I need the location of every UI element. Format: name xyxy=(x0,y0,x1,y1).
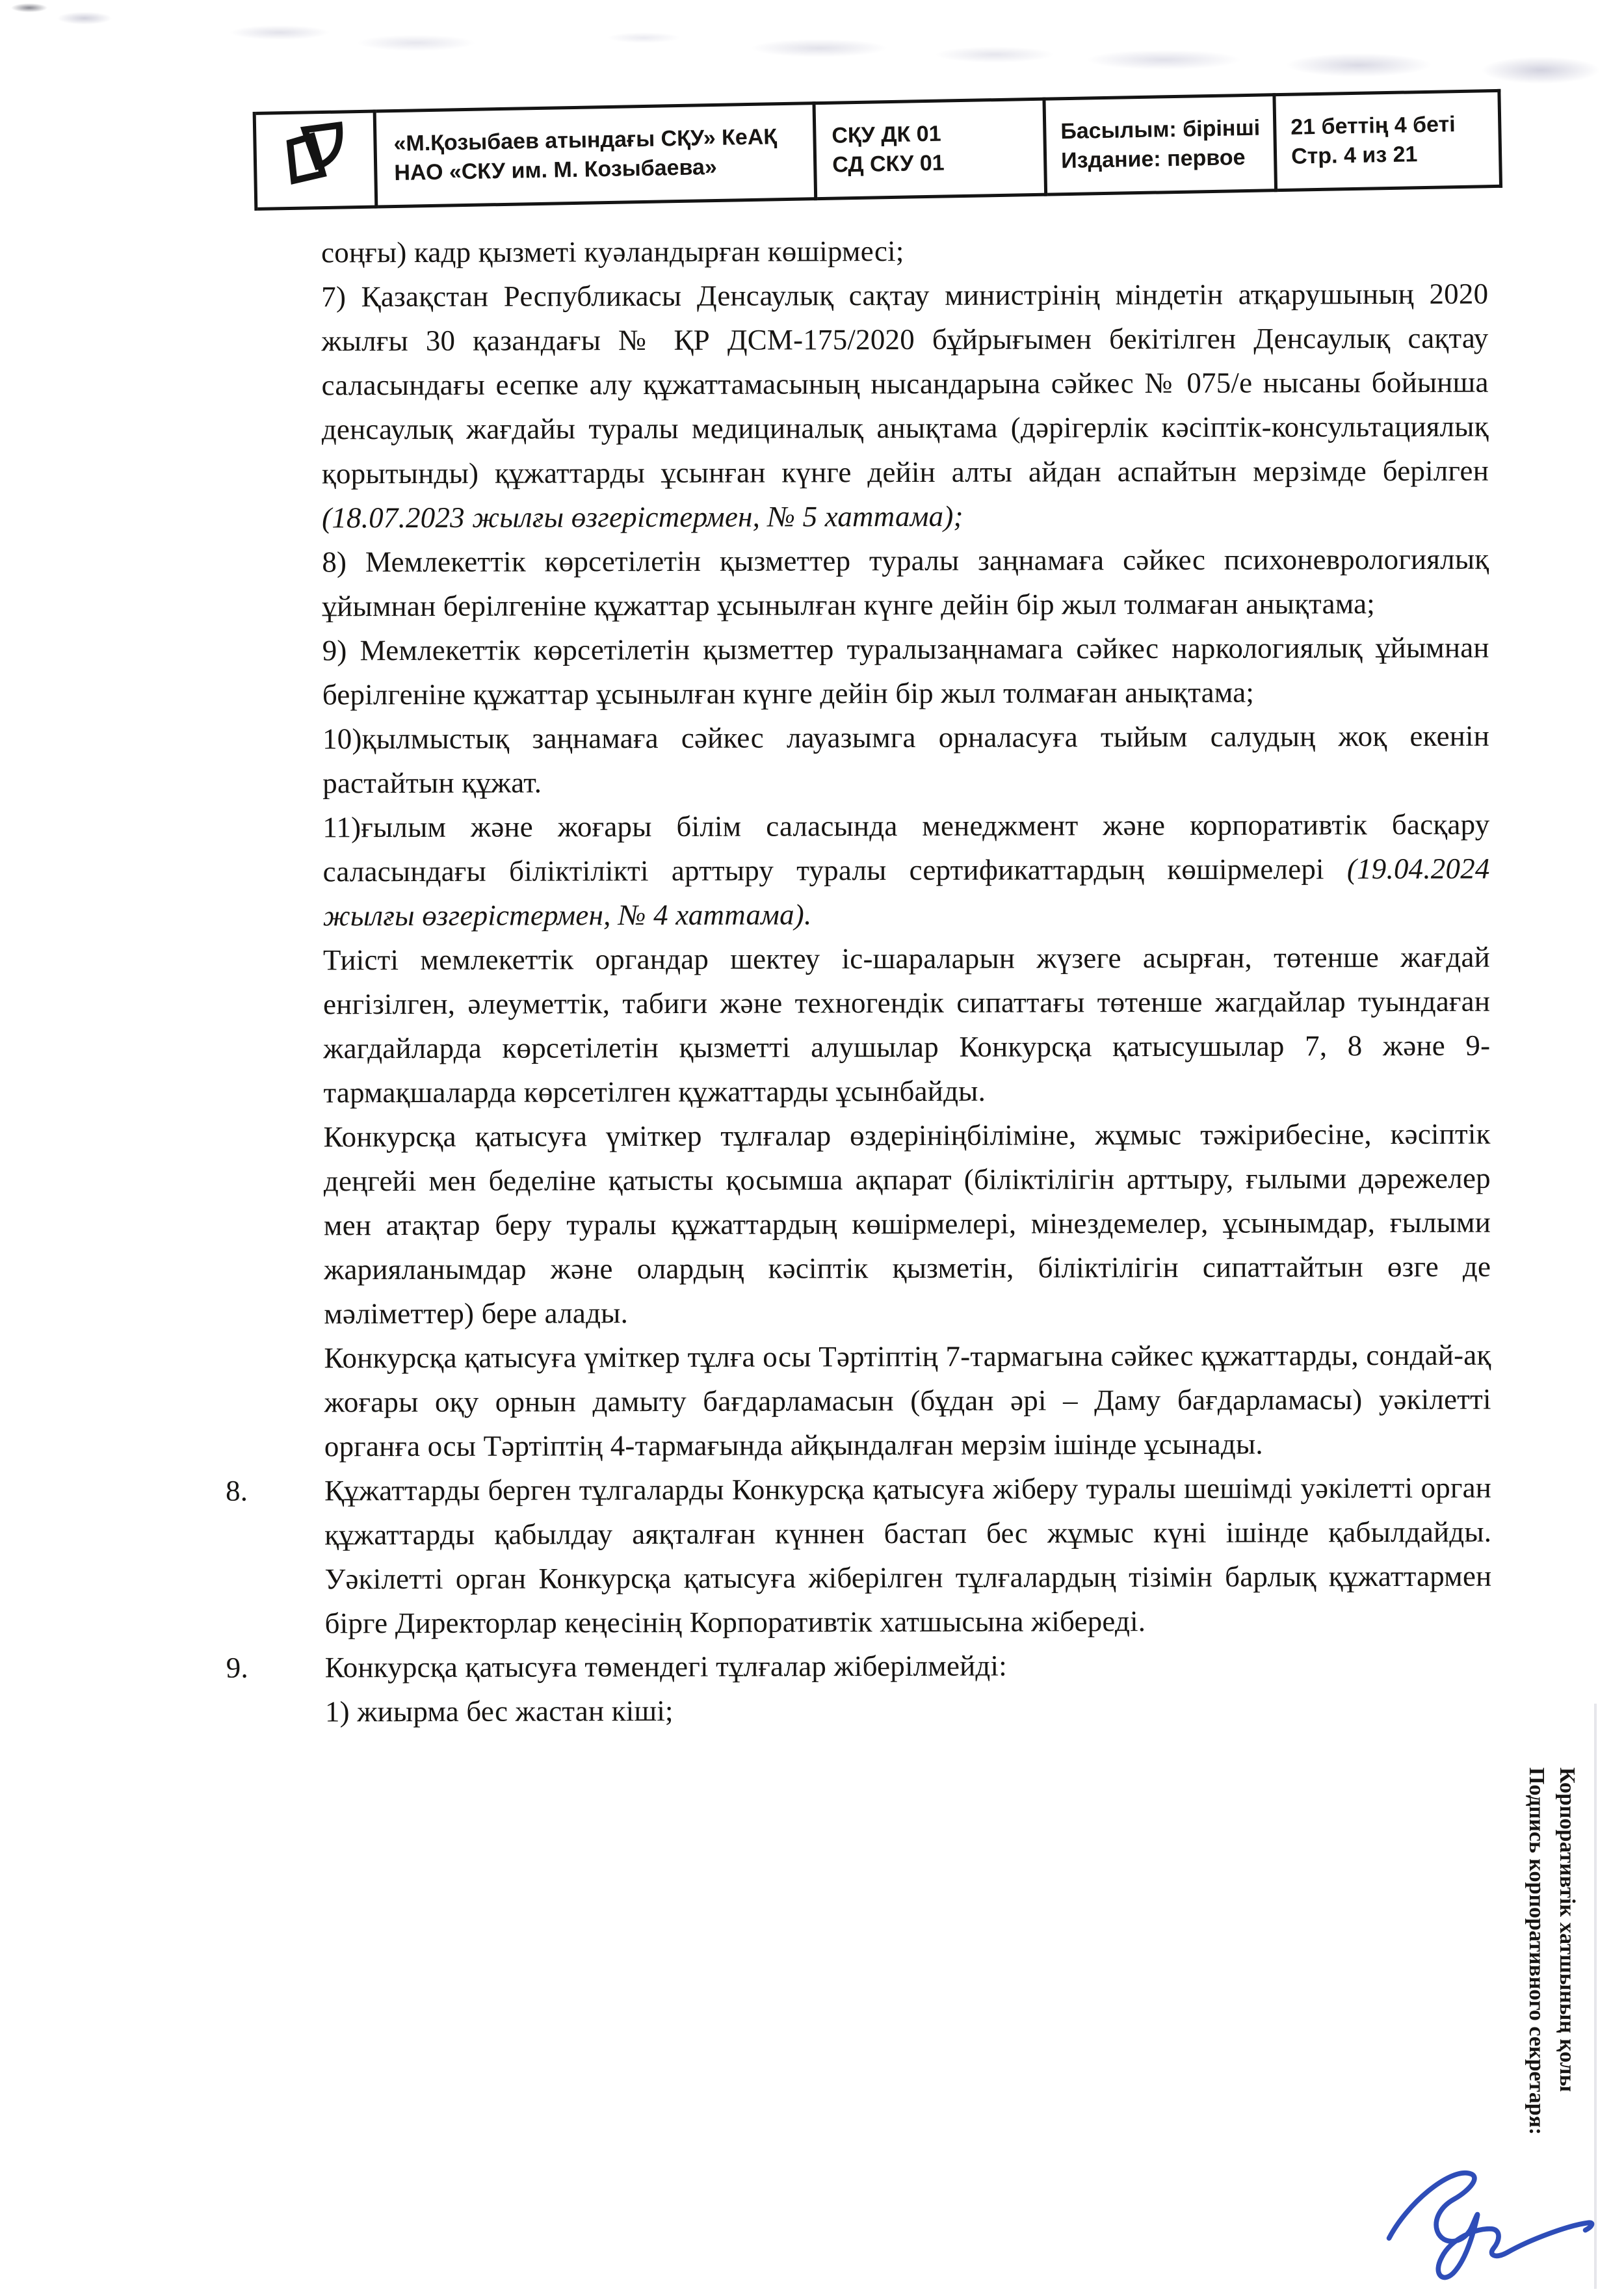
amendment-note-italic: (18.07.2023 жылғы өзгерістермен, № 5 хаттама); xyxy=(322,499,963,534)
handwritten-signature xyxy=(1370,2135,1606,2292)
doc-code-russian: СД СКУ 01 xyxy=(832,150,945,178)
text-run: Конкурсқа қатысуға төмендегі тұлғалар жіберілмейді: xyxy=(324,1649,1007,1684)
text-run: 11)ғылым және жоғары білім саласында менеджмент және корпоративтік басқару саласындағы біліктілікті арттыру туралы сертификаттардың көшірмелері xyxy=(322,808,1490,888)
text-run: Конкурсқа қатысуға үміткер тұлғалар өздерініңбіліміне, жұмыс тәжірибесіне, кәсіптік деңгейі мен беделіне қатысты қосымша ақпарат (біліктілігін арттыру, ғылыми дәрежелер мен атақтар беру туралы құжаттардың көшірмелері, мінездемелер, ұсынымдар, ғылыми жарияланымдар және олардың кәсіптік қызметін, біліктілігін сипаттайтын өзге де мәліметтер) бере алады. xyxy=(323,1117,1491,1330)
text-run: Тиісті мемлекеттік органдар шектеу іс-шараларын жүзеге асырған, төтенше жағдай енгізілген, әлеуметтік, табиги және техногендік сипаттағы төтенше жагдайлар туындаған жагдайларда көрсетілетін қызметті алушылар Конкурсқа қатысушылар 7, 8 және 9-тармақшаларда көрсетілген құжаттарды ұсынбайды. xyxy=(322,940,1491,1109)
signature-caption-russian: Подпись корпоративного секретаря: xyxy=(1525,1767,1549,2135)
paragraph xyxy=(322,626,1489,717)
paragraph xyxy=(323,935,1491,1115)
edition-kazakh: Басылым: бірінші xyxy=(1060,115,1261,144)
paragraph xyxy=(321,272,1489,540)
text-run: Конкурсқа қатысуға үміткер тұлға осы Тәртіптің 7-тармагына сәйкес құжаттарды, сондай-ақ жоғары оқу орнын дамыту бағдарламасын (бұдан әрі – Даму бағдарламасы) уәкілетті органға осы Тәртіптің 4-тармағында айқындалған мерзім ішінде ұсынады. xyxy=(324,1338,1491,1463)
text-run: 8) Мемлекеттік көрсетілетін қызметтер туралы заңнамаға сәйкес психоневрологиялық ұйымнан берілгеніне құжаттар ұсынылған күнге дейін бір жыл толмаған анықтама; xyxy=(322,542,1489,623)
numbered-item xyxy=(226,1643,1492,1690)
header-table xyxy=(253,89,1502,211)
item-number: 8. xyxy=(225,1474,248,1507)
signature-caption xyxy=(1521,1767,1582,2189)
paragraph xyxy=(322,802,1490,938)
paragraph xyxy=(322,714,1489,806)
edition-russian: Издание: первое xyxy=(1060,145,1246,174)
text-run: 9) Мемлекеттік көрсетілетін қызметтер туралызаңнамага сәйкес наркологиялық ұйымнан берілгеніне құжаттар ұсынылған күнге дейін бір жыл толмаған анықтама; xyxy=(322,631,1489,711)
paragraph xyxy=(322,537,1489,629)
text-run: 10)қылмыстық заңнамаға сәйкес лауазымга орналасуға тыйым салудың жоқ екенін растайтын құжат. xyxy=(322,719,1490,800)
signature-caption-kazakh: Корпоративтік хатшының қолы xyxy=(1555,1767,1579,2092)
header-org-cell xyxy=(376,101,818,208)
item-number: 9. xyxy=(226,1651,248,1684)
header-edition-cell xyxy=(1045,93,1277,196)
doc-code-kazakh: СҚУ ДК 01 xyxy=(832,121,941,148)
header-logo-cell xyxy=(256,110,378,211)
page-number-russian: Стр. 4 из 21 xyxy=(1290,142,1418,169)
page-number-kazakh: 21 беттің 4 беті xyxy=(1290,112,1456,140)
document-body xyxy=(225,228,1492,1734)
amendment-note-italic: (19.04.2024 жылғы өзгерістермен, № 4 хаттама). xyxy=(322,852,1490,932)
text-run: 1) жиырма бес жастан кіші; xyxy=(324,1694,674,1728)
scan-bleed-through-noise xyxy=(0,0,1611,91)
org-name-russian: НАО «СКУ им. М. Козыбаева» xyxy=(394,154,718,186)
header-doc-code-cell xyxy=(815,98,1047,200)
university-logo-icon xyxy=(273,119,358,201)
paragraph xyxy=(324,1333,1491,1469)
text-run: соңғы) кадр қызметі куәландырған көшірмесі; xyxy=(321,235,904,269)
paragraph xyxy=(321,228,1488,275)
org-name-kazakh: «М.Қозыбаев атындағы СҚУ» КеАҚ xyxy=(393,124,778,157)
text-run: Құжаттарды берген тұлгаларды Конкурсқа қатысуға жіберу туралы шешімді уәкілетті орган құжаттарды қабылдау аяқталған күннен бастап бес жұмыс күні ішінде қабылдайды. Уәкілетті орган Конкурсқа қатысуға жіберілген тұлғалардың тізімін барлық құжаттармен бірге Директорлар кеңесінің Корпоративтік хатшысына жібереді. xyxy=(324,1471,1492,1640)
text-run: 7) Қазақстан Республикасы Денсаулық сақтау министрінің міндетін атқарушының 2020 жылғы 30 қазандағы № ҚР ДСМ-175/2020 бұйрығымен бекітілген Денсаулық сақтау саласындағы есепке алу құжаттамасының нысандарына сәйкес № 075/е нысаны бойынша денсаулық жағдайы туралы медициналық анықтама (дәрігерлік кәсіптік-консультациялық қорытынды) құжаттарды ұсынған күнге дейін алты айдан аспайтын мерзімде берілген xyxy=(321,277,1489,490)
paragraph xyxy=(325,1687,1492,1734)
numbered-item xyxy=(225,1466,1492,1646)
header-page-number-cell xyxy=(1276,89,1502,192)
paragraph xyxy=(324,1112,1491,1336)
